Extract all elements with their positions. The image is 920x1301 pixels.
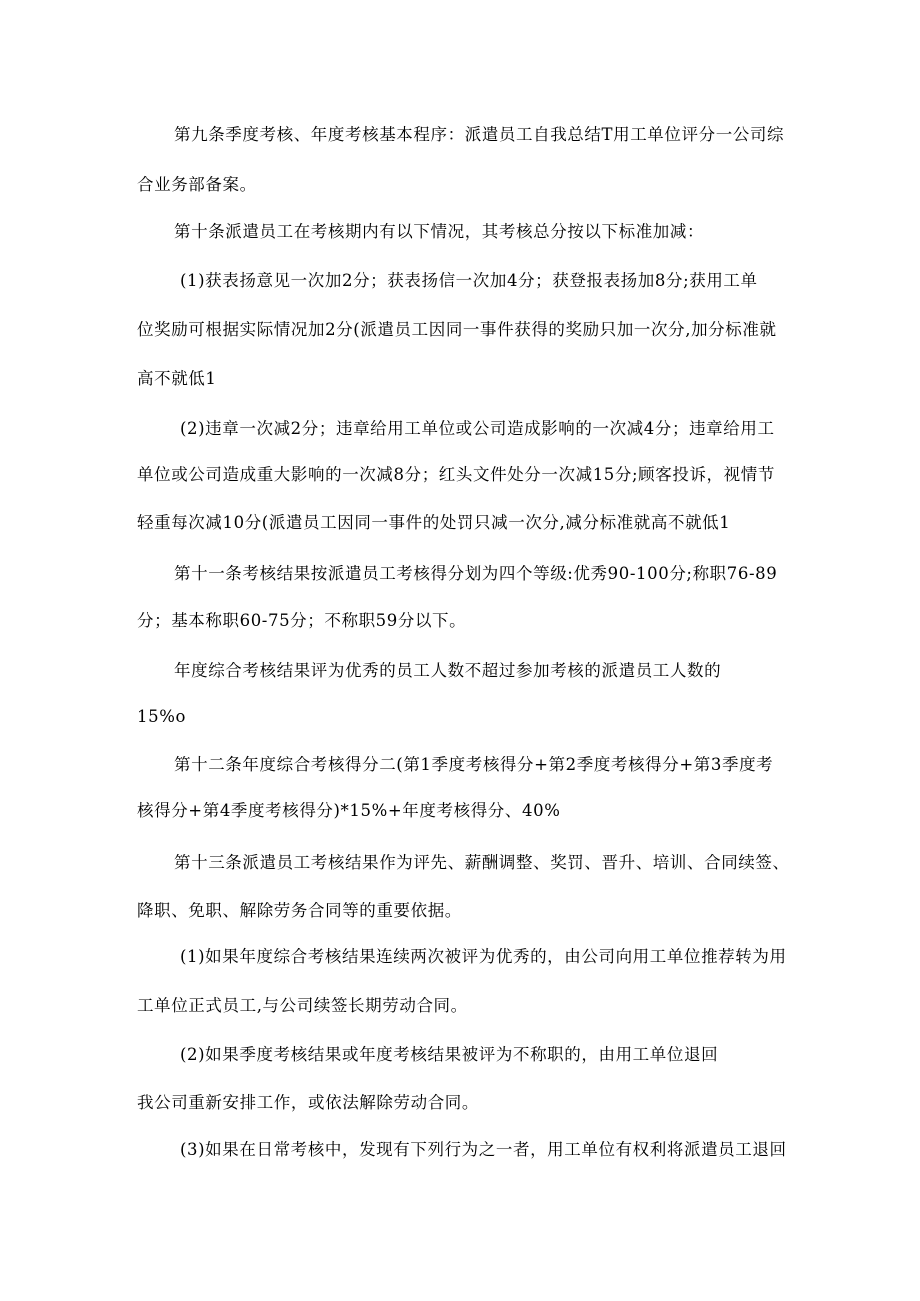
- text-line: 轻重每次减10分(派遣员工因同一事件的处罚只减一次分,减分标准就高不就低1: [137, 513, 731, 532]
- text-line: 合业务部备案。: [137, 175, 257, 194]
- text-line: 位奖励可根据实际情况加2分(派遣员工因同一事件获得的奖励只加一次分,加分标准就: [137, 320, 777, 339]
- text-line: 第十条派遣员工在考核期内有以下情况，其考核总分按以下标准加减：: [174, 222, 705, 241]
- text-line: 分；基本称职60-75分；不称职59分以下。: [137, 611, 467, 630]
- text-line: 年度综合考核结果评为优秀的员工人数不超过参加考核的派遣员工人数的: [174, 661, 722, 680]
- text-line: 我公司重新安排工作，或依法解除劳动合同。: [137, 1093, 479, 1112]
- text-line: 第十二条年度综合考核得分二(第1季度考核得分+第2季度考核得分+第3季度考: [174, 755, 774, 774]
- text-line: (2)如果季度考核结果或年度考核结果被评为不称职的，由用工单位退回: [180, 1045, 719, 1064]
- text-line: 15%o: [137, 707, 187, 726]
- text-line: 单位或公司造成重大影响的一次减8分；红头文件处分一次减15分;顾客投诉，视情节: [137, 465, 775, 484]
- text-line: (3)如果在日常考核中，发现有下列行为之一者，用工单位有权利将派遣员工退回: [180, 1140, 787, 1159]
- text-line: 第十三条派遣员工考核结果作为评先、薪酬调整、奖罚、晋升、培训、合同续签、: [174, 853, 790, 872]
- text-line: 工单位正式员工,与公司续签长期劳动合同。: [137, 996, 468, 1015]
- text-line: (1)获表扬意见一次加2分；获表扬信一次加4分；获登报表扬加8分;获用工单: [180, 271, 758, 290]
- text-line: 第十一条考核结果按派遣员工考核得分划为四个等级:优秀90-100分;称职76-89: [174, 564, 778, 583]
- text-line: (2)违章一次减2分；违章给用工单位或公司造成影响的一次减4分；违章给用工: [180, 419, 775, 438]
- text-line: (1)如果年度综合考核结果连续两次被评为优秀的，由公司向用工单位推荐转为用: [180, 947, 787, 966]
- text-line: 高不就低1: [137, 369, 217, 388]
- text-line: 第九条季度考核、年度考核基本程序：派遣员工自我总结T用工单位评分一公司综: [174, 125, 785, 144]
- text-line: 降职、免职、解除劳务合同等的重要依据。: [137, 901, 462, 920]
- text-line: 核得分+第4季度考核得分)*15%+年度考核得分、40%: [137, 801, 561, 820]
